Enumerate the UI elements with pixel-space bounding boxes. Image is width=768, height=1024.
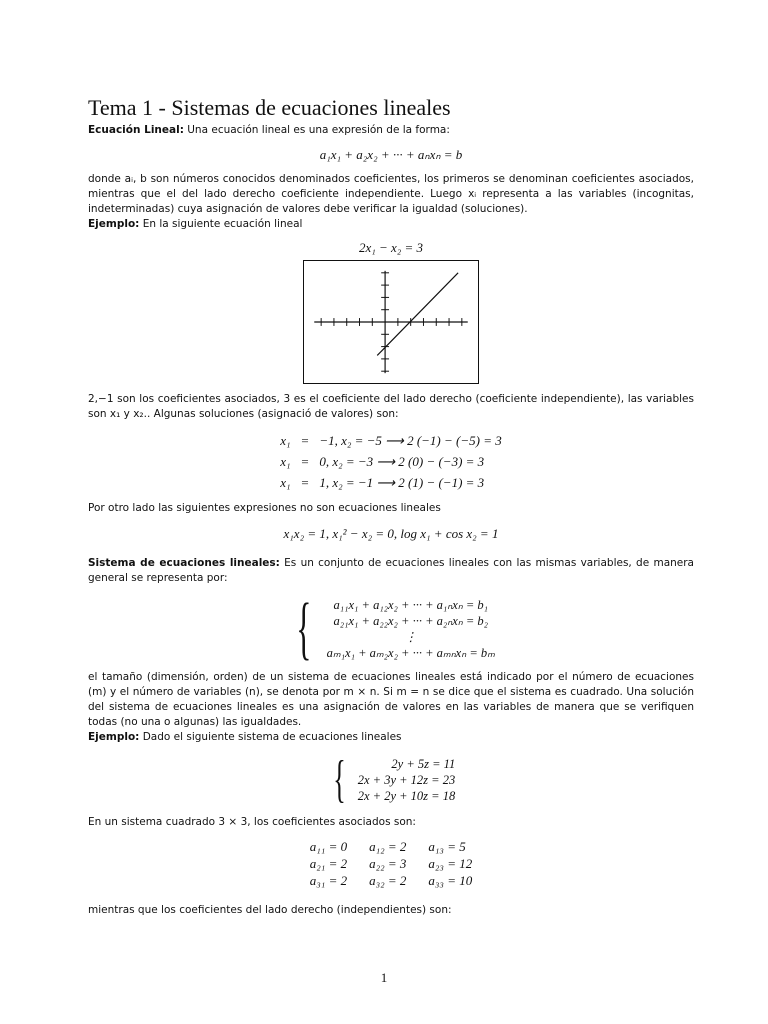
paragraph-system-size: el tamaño (dimensión, orden) de un sistema de ecuaciones lineales está indicado por el número de ecuaciones (m) y el número de variables (n), se denota por m × n. Si m = n se dice que el sistema es cuadrado. Una solución del sistema de ecuaciones lineales es una asignación de valores en las variables de manera que se verifiquen todas (no una o algunas) las igualdades. [88, 671, 694, 728]
coefficient: a₃₂ = 2 [369, 873, 407, 888]
general-linear-equation: a₁x₁ + a₂x₂ + ··· + aₙxₙ = b [319, 147, 463, 162]
coefficient: a₂₁ = 2 [309, 856, 348, 871]
example-1 [88, 217, 694, 232]
example-system-lines [358, 756, 456, 804]
solution-eq: = [300, 433, 310, 448]
left-brace: { [296, 590, 312, 667]
example-system [88, 751, 694, 808]
solution-lhs: x₁ [280, 475, 291, 490]
coefficient: a₁₁ = 0 [309, 839, 348, 854]
system-equation: 2y + 5z = 11 [391, 757, 456, 771]
paragraph-independent: mientras que los coeficientes del lado derecho (independientes) son: [88, 904, 452, 916]
definition-text: Es un conjunto de ecuaciones lineales con las mismas variables, de manera general se representa por: [88, 557, 694, 584]
example-label: Ejemplo: [88, 218, 140, 230]
solution-lhs: x₁ [280, 433, 291, 448]
coefficient-grid [88, 839, 694, 889]
coefficient: a₁₃ = 5 [428, 839, 466, 854]
system-equation: 2x + 2y + 10z = 18 [357, 789, 456, 803]
system-equation: aₘ₁x₁ + aₘ₂x₂ + ··· + aₘₙxₙ = bₘ [326, 646, 495, 660]
paragraph-nonlinear: Por otro lado las siguientes expresiones no son ecuaciones lineales [88, 502, 441, 514]
general-system [88, 590, 694, 667]
solution-eq: = [300, 454, 310, 469]
solution-eq: = [300, 475, 310, 490]
nonlinear-expressions: x₁x₂ = 1, x₁² − x₂ = 0, log x₁ + cos x₂ = 1 [283, 526, 499, 541]
example-text: Dado el siguiente sistema de ecuaciones lineales [142, 731, 402, 743]
page-title: Tema 1 - Sistemas de ecuaciones lineales [88, 95, 451, 120]
system-equation: a₁₁x₁ + a₁₂x₂ + ··· + a₁ₙxₙ = b₁ [333, 598, 489, 612]
example-2 [88, 730, 694, 745]
left-brace: { [332, 751, 346, 808]
general-system-lines [327, 597, 495, 661]
solution-rhs: −1, x₂ = −5 ⟶ 2 (−1) − (−5) = 3 [319, 433, 502, 448]
paragraph-solutions: 2,−1 son los coeficientes asociados, 3 es el coeficiente del lado derecho (coeficiente independiente), las variables son x₁ y x₂.. Algunas soluciones (asignació de valores) son: [88, 393, 694, 420]
coefficient: a₃₁ = 2 [309, 873, 348, 888]
paragraph-coefficients-square: En un sistema cuadrado 3 × 3, los coeficientes asociados son: [88, 816, 416, 828]
example-equation: 2x₁ − x₂ = 3 [358, 240, 424, 255]
document-page [88, 94, 694, 918]
definition-system [88, 556, 694, 586]
solution-row [275, 472, 506, 493]
system-equation: a₂₁x₁ + a₂₂x₂ + ··· + a₂ₙxₙ = b₂ [333, 614, 489, 628]
solutions-array [275, 430, 506, 493]
definition-label: Ecuación Lineal: [88, 124, 184, 136]
solution-lhs: x₁ [280, 454, 291, 469]
example-text: En la siguiente ecuación lineal [142, 218, 303, 230]
coefficient: a₁₂ = 2 [369, 839, 407, 854]
line-graph [303, 260, 479, 384]
solution-row [275, 451, 506, 472]
paragraph-coefficients: donde aᵢ, b son números conocidos denominados coeficientes, los primeros se denominan coeficientes asociados, mientras que el del lado derecho coeficiente independiente. Luego xᵢ representa a las variables (incognitas, indeterminadas) cuya asignación de valores debe verificar la igualdad (soluciones). [88, 173, 694, 215]
graph-line [377, 273, 458, 356]
solution-row [275, 430, 506, 451]
solution-rhs: 1, x₂ = −1 ⟶ 2 (1) − (−1) = 3 [319, 475, 485, 490]
definition-label: Sistema de ecuaciones lineales: [88, 557, 280, 569]
definition-linear-equation [88, 123, 694, 138]
coefficient: a₂₃ = 12 [428, 856, 473, 871]
example-label: Ejemplo: [88, 731, 140, 743]
system-dots: ⋮ [404, 630, 418, 644]
system-equation: 2x + 3y + 12z = 23 [357, 773, 456, 787]
definition-text: Una ecuación lineal es una expresión de la forma: [187, 124, 450, 136]
page-number: 1 [380, 970, 388, 985]
coefficient: a₂₂ = 3 [369, 856, 407, 871]
coefficient: a₃₃ = 10 [428, 873, 473, 888]
solution-rhs: 0, x₂ = −3 ⟶ 2 (0) − (−3) = 3 [319, 454, 485, 469]
graph-container [88, 260, 694, 384]
